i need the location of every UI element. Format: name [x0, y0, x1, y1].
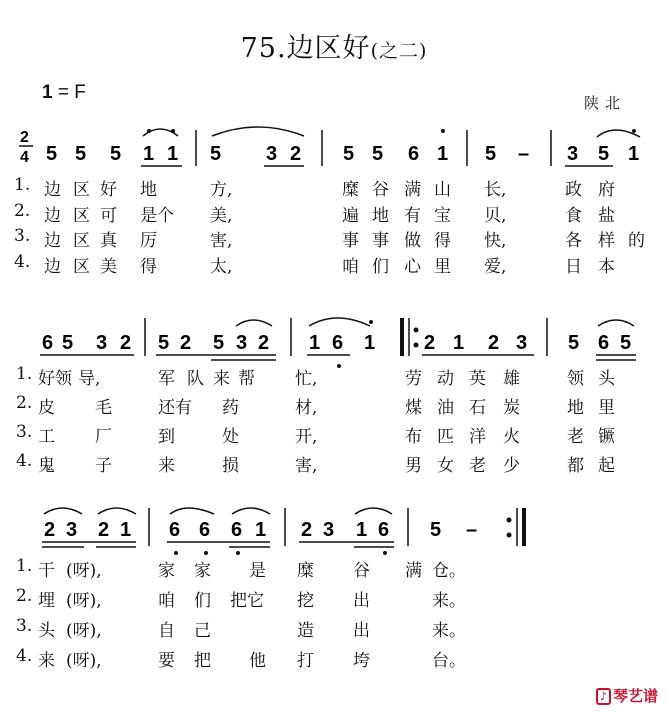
row2-verse4-syllable: 少 [503, 456, 520, 476]
row2-verse3-syllable: 开, [295, 427, 318, 447]
row2-verse4-syllable: 子 [95, 456, 112, 476]
row2-note: 6 [332, 332, 344, 354]
row1-verse2-syllable: 区 [73, 205, 90, 226]
row2-verse4-syllable: 女 [437, 456, 454, 476]
row3-note: 2 [98, 519, 110, 541]
row1-verse4-syllable: 日 [565, 256, 582, 277]
row1-verse3-syllable: 3. [14, 226, 31, 246]
row1-verse2-syllable: 宝 [434, 205, 451, 226]
row3-note: 6 [378, 519, 390, 541]
time-signature [19, 129, 33, 166]
row1-note: 1 [437, 143, 449, 165]
row1-verse2-syllable: 遍 [342, 205, 359, 226]
row2-verse1-syllable: 雄 [503, 369, 520, 389]
row1-verse3-syllable: 的 [628, 231, 645, 251]
row2-note: 1 [453, 332, 465, 354]
row2-note: 2 [258, 332, 270, 354]
row1-note: 5 [485, 143, 497, 165]
row2-verse1-syllable: 导, [78, 369, 101, 389]
row3-verse2-syllable: 挖 [297, 591, 314, 611]
row2-verse1-syllable: 劳 [405, 369, 422, 389]
row2-verse1-syllable: 队 [187, 369, 204, 389]
row2-verse2-syllable: 地 [567, 398, 584, 418]
row1-note: 2 [290, 143, 302, 165]
row1-note: 1 [628, 143, 640, 165]
row2-note: 1 [309, 332, 321, 354]
row3-note: 6 [199, 519, 211, 541]
row2-verse3-syllable: 处 [222, 427, 239, 447]
row2-verse2-syllable: 毛 [95, 398, 112, 418]
row3-note: 2 [301, 519, 313, 541]
row1-note: 3 [266, 143, 278, 165]
row3-note: 2 [44, 519, 56, 541]
row3-note: 1 [120, 519, 132, 541]
row3-verse1-syllable: 1. [16, 556, 33, 576]
row1-note: 5 [75, 143, 87, 165]
song-name: 边区好 [286, 33, 371, 64]
row1-note: 1 [143, 143, 155, 165]
row1-verse3-syllable: 做 [404, 231, 421, 251]
row1-verse1-syllable: 府 [598, 180, 615, 200]
row2-verse4-syllable: 4. [16, 451, 33, 471]
row1-note: 5 [372, 143, 384, 165]
row2-verse1-syllable: 帮 [238, 369, 255, 389]
row3-verse3-syllable: 3. [16, 616, 33, 636]
row2-verse3-syllable: 火 [503, 427, 520, 447]
row2-verse4-syllable: 起 [598, 456, 615, 476]
key-equals: = [57, 82, 69, 103]
row2-note: 5 [568, 332, 580, 354]
row3-verse2-syllable: 把它 [230, 591, 264, 611]
row2-verse2-syllable: 药 [222, 398, 239, 418]
row2-verse2-syllable: 石 [469, 398, 486, 418]
row1-verse4-syllable: 区 [73, 256, 90, 277]
row2-verse1-syllable: 忙, [295, 369, 318, 389]
row2-note: 5 [620, 332, 632, 354]
row2-verse4-syllable: 鬼 [38, 456, 55, 476]
row2-notes [42, 332, 631, 354]
song-subtitle: (之二) [370, 40, 428, 62]
row1-note: – [518, 143, 530, 165]
row3-verse4-syllable: 他 [249, 651, 266, 671]
slur [598, 320, 634, 326]
row2-note: 2 [180, 332, 192, 354]
slur [170, 508, 214, 514]
row1-verse3-syllable: 害, [210, 231, 233, 251]
row3-verse2-syllable: 咱 [158, 591, 175, 611]
row2-verse3-syllable: 匹 [437, 427, 454, 447]
row3-verse1-syllable: 干 [38, 561, 55, 581]
row1-verse4-syllable: 心 [404, 256, 421, 277]
row3-verse3-syllable: 头 [38, 621, 55, 641]
row3-verse1-syllable: 家 [158, 561, 175, 581]
row3-note: – [466, 519, 478, 541]
slur [44, 508, 82, 514]
song-region: 陕北 [584, 94, 627, 112]
row2-verse1-syllable: 来 [213, 369, 230, 389]
row1-verse3-syllable: 边 [44, 231, 61, 251]
row1-verse3-syllable: 事 [342, 231, 359, 251]
row2-verse4-syllable: 来 [158, 456, 175, 476]
row1-note: 5 [110, 143, 122, 165]
row3-dots [174, 518, 512, 556]
row2-note: 2 [120, 332, 132, 354]
time-sig-bottom: 4 [20, 149, 29, 166]
row3-note: 1 [356, 519, 368, 541]
row3-verse1-syllable: 是 [249, 561, 266, 581]
row1-note: 5 [598, 143, 610, 165]
slur [232, 508, 270, 514]
row2-verse1-syllable: 领 [567, 369, 584, 389]
row1-verse4-syllable: 得 [140, 256, 157, 277]
row1-verse3-syllable: 事 [372, 231, 389, 251]
row1-verse4-syllable: 4. [14, 251, 31, 272]
row2-note: 5 [62, 332, 74, 354]
row2-note: 2 [488, 332, 500, 354]
row2-verse1-syllable: 动 [437, 369, 454, 389]
row2-verse2-syllable: 2. [16, 393, 33, 413]
row1-verse4-syllable: 边 [44, 256, 61, 277]
row1-verse1-syllable: 方, [210, 180, 233, 200]
row1-verse2-syllable: 可 [100, 205, 117, 226]
row2-note: 1 [364, 332, 376, 354]
row3-verse4-syllable: 垮 [353, 651, 370, 671]
row1-notes [46, 143, 639, 165]
row1-note: 6 [408, 143, 420, 165]
row3-verse4-syllable: 来 [38, 651, 55, 671]
row3-verse4-syllable: 要 [158, 651, 175, 671]
row1-verse2-syllable: 美, [210, 205, 233, 226]
row3-verse3-syllable: 来。 [432, 621, 466, 641]
row3-verse4-syllable: 台。 [432, 651, 466, 671]
row3-verse4-syllable: 打 [297, 651, 314, 671]
row2-note: 3 [236, 332, 248, 354]
slur [236, 320, 272, 326]
row2-note: 3 [96, 332, 108, 354]
row2-verse3-syllable: 洋 [469, 427, 486, 447]
row2-verse1-syllable: 英 [469, 369, 486, 389]
row1-note: 5 [210, 143, 222, 165]
row3-note: 3 [323, 519, 335, 541]
row3-verse2-syllable: 来。 [432, 591, 466, 611]
row1-verse1-syllable: 边 [44, 180, 61, 200]
row2-note: 5 [213, 332, 225, 354]
row1-verse4-syllable: 爱, [484, 256, 507, 277]
row1-verse1-syllable: 好 [100, 180, 117, 200]
row2-verse1-syllable: 1. [16, 364, 33, 384]
row2-verse2-syllable: 材, [295, 398, 318, 418]
slur [98, 508, 136, 514]
row1-verse1-syllable: 满 [404, 180, 421, 200]
row3-verse2-syllable: 们 [194, 591, 211, 611]
row1-verse2-syllable: 边 [44, 205, 61, 226]
row2-verse4-syllable: 都 [567, 456, 584, 476]
row3-verse2-syllable: (呀), [66, 591, 102, 611]
row1-note: 5 [343, 143, 355, 165]
row2-note: 6 [42, 332, 54, 354]
row2-verse3-syllable: 布 [405, 427, 422, 447]
row3-verse1-syllable: 满 [405, 561, 422, 581]
row1-verse4-syllable: 本 [598, 256, 615, 277]
row1-verse4-syllable: 太, [210, 256, 233, 277]
row2-verse3-syllable: 老 [567, 427, 584, 447]
row1-verse1-syllable: 长, [484, 180, 507, 200]
row1-verse4-syllable: 美 [100, 256, 117, 277]
row2-verse4-syllable: 男 [405, 456, 422, 476]
row3-markings [42, 508, 524, 547]
row2-note: 6 [598, 332, 610, 354]
row2-verse1-syllable: 军 [158, 369, 175, 389]
row2-verse2-syllable: 里 [598, 398, 615, 418]
row2-verse1-syllable: 头 [598, 369, 615, 389]
row3-verse3-syllable: 造 [297, 621, 314, 641]
row1-verse1-syllable: 糜 [342, 180, 359, 200]
row1-verse3-syllable: 各 [565, 231, 582, 251]
slur [355, 508, 392, 514]
key-one: 1 [42, 82, 53, 103]
key-letter: F [74, 82, 86, 103]
row1-verse2-syllable: 2. [14, 200, 31, 221]
row3-note: 6 [231, 519, 243, 541]
row2-verse2-syllable: 还有 [158, 398, 192, 418]
row1-verse1-syllable: 地 [140, 180, 157, 200]
row1-verse2-syllable: 食 [565, 205, 582, 226]
row3-verse1-syllable: 谷 [353, 561, 370, 581]
song-number: 75. [240, 33, 287, 64]
row1-verse1-syllable: 1. [14, 175, 31, 195]
row1-verse4-syllable: 咱 [342, 256, 359, 277]
row2-note: 5 [158, 332, 170, 354]
row1-verse2-syllable: 是个 [140, 205, 174, 226]
row2-verse3-syllable: 3. [16, 422, 33, 442]
row1-note: 5 [46, 143, 58, 165]
slur [309, 318, 370, 326]
row2-verse1-syllable: 好领 [38, 369, 72, 389]
row1-verse1-syllable: 区 [73, 180, 90, 200]
row2-verse2-syllable: 炭 [503, 398, 520, 418]
row3-verse4-syllable: (呀), [66, 651, 102, 671]
row1-verse2-syllable: 贝, [484, 205, 507, 226]
watermark-logo [596, 685, 658, 706]
row3-verse3-syllable: 自 [158, 621, 175, 641]
row1-verse1-syllable: 谷 [372, 180, 389, 200]
row2-note: 3 [516, 332, 528, 354]
row1-verse2-syllable: 地 [372, 205, 389, 226]
logo-icon: ♪ [596, 688, 611, 705]
row1-verse3-syllable: 样 [598, 231, 615, 251]
row1-verse1-syllable: 政 [565, 180, 582, 200]
row2-verse4-syllable: 害, [295, 456, 318, 476]
row1-verse3-syllable: 区 [73, 231, 90, 251]
row3-note: 5 [430, 519, 442, 541]
row1-note: 1 [167, 143, 179, 165]
row2-verse3-syllable: 工 [38, 427, 55, 447]
row1-verse3-syllable: 真 [100, 231, 117, 251]
row1-verse1-syllable: 山 [434, 180, 451, 200]
row2-verse2-syllable: 煤 [405, 398, 422, 418]
row3-note: 3 [66, 519, 78, 541]
slur [212, 127, 304, 136]
row3-verse3-syllable: 出 [353, 621, 370, 641]
row2-verse2-syllable: 油 [437, 398, 454, 418]
row2-note: 2 [424, 332, 436, 354]
row3-verse2-syllable: 埋 [38, 591, 55, 611]
row1-verse2-syllable: 盐 [598, 205, 615, 226]
time-sig-top: 2 [20, 129, 29, 146]
row3-verse2-syllable: 2. [16, 586, 33, 606]
row3-verse3-syllable: (呀), [66, 621, 102, 641]
row3-verse1-syllable: 家 [194, 561, 211, 581]
row3-verse4-syllable: 把 [194, 651, 211, 671]
row3-verse1-syllable: (呀), [66, 561, 102, 581]
row2-verse3-syllable: 到 [158, 427, 175, 447]
row1-verse3-syllable: 得 [434, 231, 451, 251]
row1-verse2-syllable: 有 [404, 205, 421, 226]
row3-verse3-syllable: 己 [194, 621, 211, 641]
row3-note: 6 [169, 519, 181, 541]
row3-verse1-syllable: 糜 [297, 561, 314, 581]
row1-verse4-syllable: 们 [372, 256, 389, 277]
row3-verse2-syllable: 出 [353, 591, 370, 611]
row3-notes [44, 519, 477, 541]
row2-verse2-syllable: 皮 [38, 398, 55, 418]
row1-note: 3 [567, 143, 579, 165]
row1-verse3-syllable: 快, [484, 231, 507, 251]
row2-verse3-syllable: 厂 [95, 427, 112, 447]
row2-dots [337, 320, 419, 368]
row1-verse3-syllable: 厉 [140, 231, 157, 251]
row3-note: 1 [255, 519, 267, 541]
logo-text: 琴艺谱 [612, 687, 658, 705]
row1-verse4-syllable: 里 [434, 256, 451, 277]
row2-verse4-syllable: 老 [469, 456, 486, 476]
row2-verse4-syllable: 损 [222, 456, 239, 476]
row2-verse3-syllable: 镢 [598, 427, 615, 447]
row3-verse4-syllable: 4. [16, 646, 33, 666]
row3-verse1-syllable: 仓。 [432, 561, 466, 581]
